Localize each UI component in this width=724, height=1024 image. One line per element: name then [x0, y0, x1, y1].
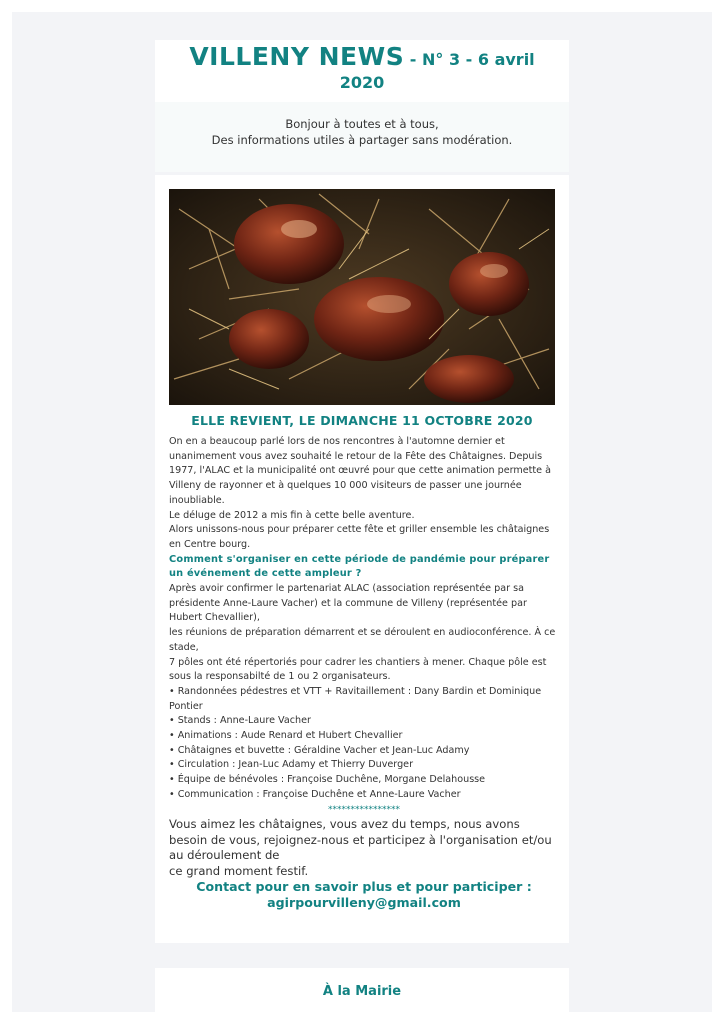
article-paragraph: les réunions de préparation démarrent et se déroulent en audioconférence. À ce stade, [169, 627, 556, 653]
chestnut-photo [169, 189, 555, 405]
chestnut-image-icon [169, 189, 555, 405]
intro-block [155, 102, 569, 172]
mairie-section [155, 968, 569, 1012]
article-paragraph: Après avoir confirmer le partenariat ALAC (association représentée par sa présidente Anne-Laure Vacher) et la commune de Villeny (représentée par Hubert Chevallier), [169, 583, 527, 624]
list-item: • Communication : Françoise Duchêne et Anne-Laure Vacher [169, 788, 461, 800]
article-headline: ELLE REVIENT, LE DIMANCHE 11 OCTOBRE 2020 [191, 413, 533, 428]
contact-heading: Contact pour en savoir plus et pour participer : [196, 879, 532, 895]
title-text: VILLENY NEWS [189, 42, 405, 71]
intro-greeting: Bonjour à toutes et à tous, [285, 117, 439, 131]
intro-subline: Des informations utiles à partager sans modération. [211, 133, 513, 147]
article-paragraph: 7 pôles ont été répertoriés pour cadrer les chantiers à mener. Chaque pôle est sous la responsabilté de 1 ou 2 organisateurs. [169, 656, 547, 683]
separator-stars: **************** [328, 804, 400, 815]
article-body [169, 435, 559, 910]
list-item: • Randonnées pédestres et VTT + Ravitaillement : Dany Bardin et Dominique Pontier [169, 685, 542, 712]
list-item: • Animations : Aude Renard et Hubert Chevallier [169, 730, 403, 742]
article-question: Comment s'organiser en cette période de pandémie pour préparer un événement de cette ampleur ? [169, 553, 550, 580]
article-paragraph: Alors unissons-nous pour préparer cette fête et griller ensemble les châtaignes en Centre bourg. [169, 524, 550, 550]
mairie-title: À la Mairie [322, 984, 402, 999]
newsletter-header [155, 40, 569, 102]
article-paragraph: Le déluge de 2012 a mis fin à cette belle aventure. [169, 509, 415, 521]
newsletter-title [155, 42, 569, 71]
list-item: • Stands : Anne-Laure Vacher [169, 715, 311, 727]
closing-text: ce grand moment festif. [169, 863, 309, 878]
closing-text: Vous aimez les châtaignes, vous avez du temps, nous avons besoin de vous, rejoignez-nous et participez à l'organisation et/ou au déroulement de [169, 817, 552, 863]
article-paragraph: On en a beaucoup parlé lors de nos rencontres à l'automne dernier et unanimement vous avez souhaité le retour de la Fête des Châtaignes. Depuis 1977, l'ALAC et la municipalité ont œuvré pour que cette animation permette à Villeny de rayonner et à quelques 10 000 visiteurs de passer une journée inoubliable. [169, 436, 551, 506]
list-item: • Circulation : Jean-Luc Adamy et Thierry Duverger [169, 759, 414, 771]
issue-year: 2020 [339, 73, 385, 92]
issue-text: - N° 3 - 6 avril [404, 50, 535, 69]
contact-email-link[interactable]: agirpourvilleny@gmail.com [267, 894, 461, 910]
list-item: • Équipe de bénévoles : Françoise Duchêne, Morgane Delahousse [169, 774, 486, 786]
article-card [155, 175, 569, 943]
list-item: • Châtaignes et buvette : Géraldine Vacher et Jean-Luc Adamy [169, 744, 470, 756]
